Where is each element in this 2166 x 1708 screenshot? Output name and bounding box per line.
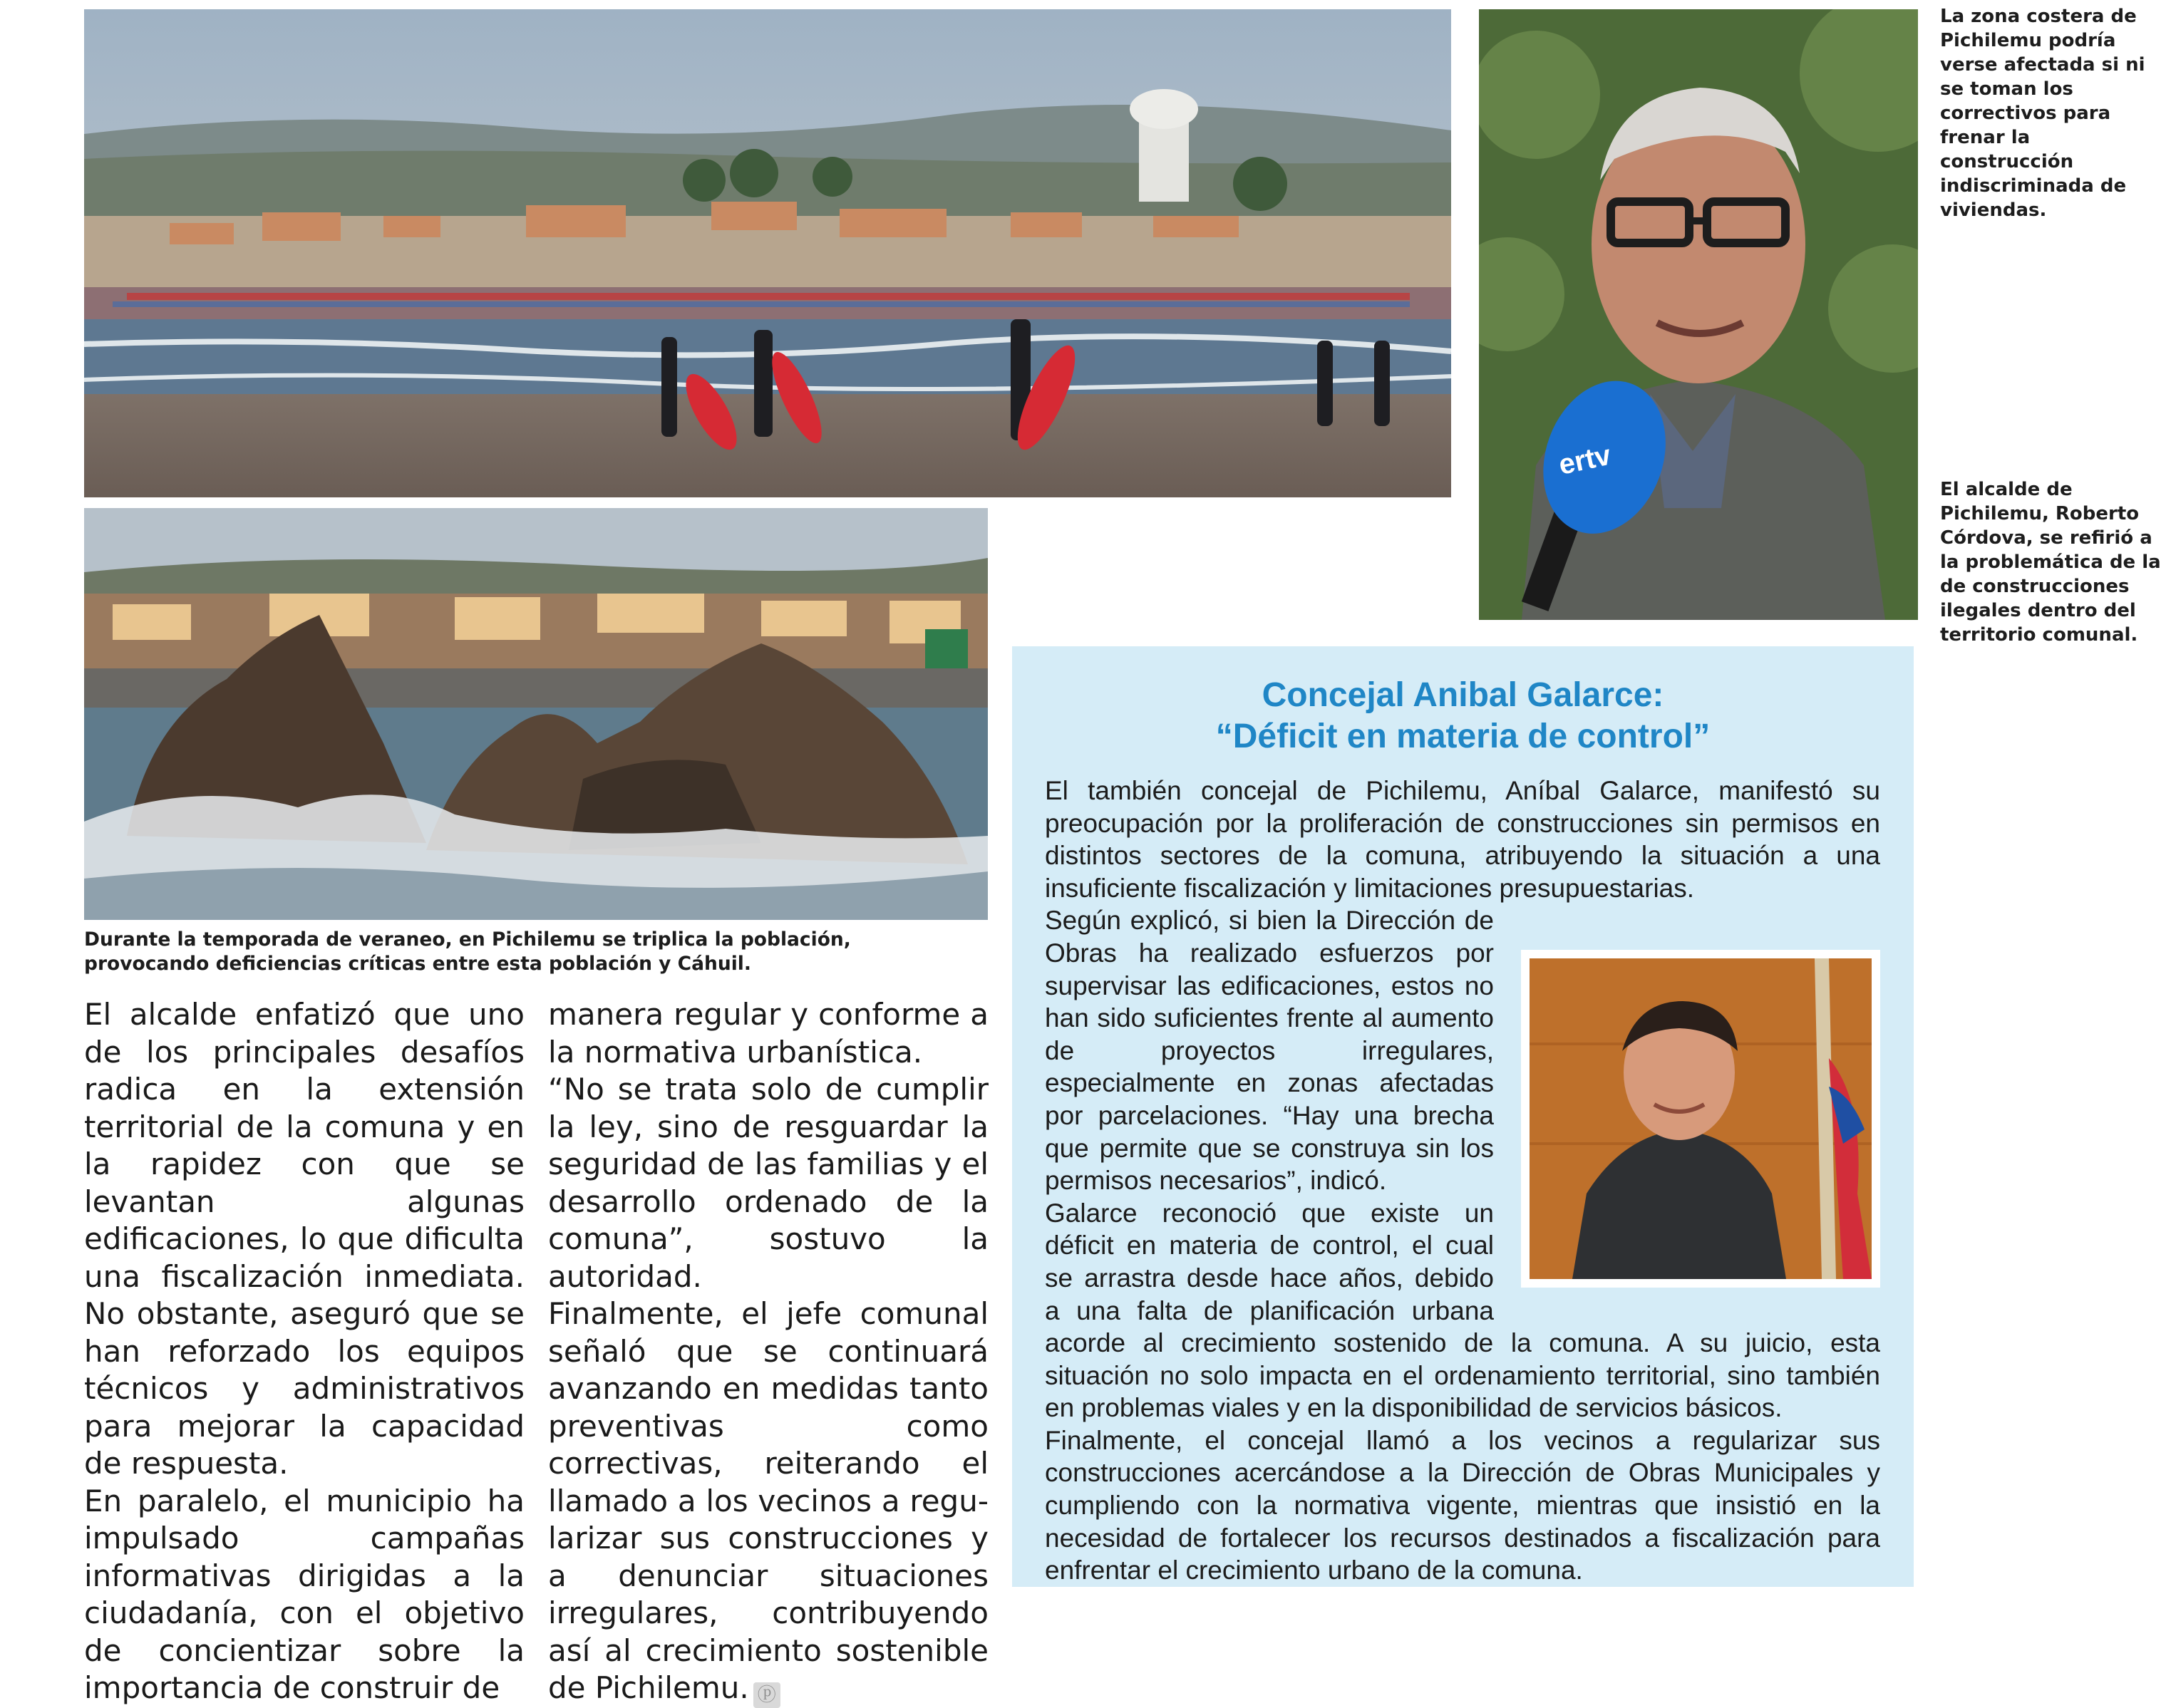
sidebar-title-line1: Concejal Anibal Galarce: (1262, 676, 1664, 714)
beach-surfers-photo (84, 9, 1451, 497)
councilman-portrait-photo (1521, 950, 1880, 1288)
sidebar-body (1045, 775, 1880, 1587)
article-column-2 (548, 996, 989, 1708)
mayor-interview-photo (1479, 9, 1918, 620)
article-paragraph: En paralelo, el municipio ha impulsado campañas informativas dirigidas a la ciudadanía, con el objetivo de concientizar sobre la importancia de construir de (84, 1483, 525, 1705)
sidebar-paragraph: El también concejal de Pichilemu, Aníbal Galarce, manifestó su preocupación por la proliferación de construcciones sin permisos en distintos sectores de la comuna, atribuyendo la situación a una insuficiente fiscalización y limitaciones presupuestarias. (1045, 776, 1880, 903)
councilman-sidebar-box (1012, 646, 1914, 1587)
mic-logo-text: ertv (1556, 439, 1614, 481)
mayor-caption: El alcalde de Pichilemu, Roberto Córdova, se refirió a la problemática de la de construcciones ilegales dentro del territorio comunal. (1940, 479, 2161, 646)
article-paragraph: “No se trata solo de cumplir la ley, sino de resguardar la seguridad de las familias y el desarrollo ordenado de la comuna”, sostuvo la autoridad. (548, 1072, 989, 1294)
sidebar-paragraph: Finalmente, el concejal llamó a los vecinos a regularizar sus construcciones acercándose a la Dirección de Obras Municipales y cumpliendo con la normativa vigente, mientras que insistió en la necesidad de fortalecer los recursos destinados a fiscalización para enfrentar el crecimiento urbano de la comuna. (1045, 1425, 1880, 1585)
sidebar-paragraph: Galarce reconoció que existe un déficit en materia de control, el cual se arrastra desde hace años, debido a una falta de planificación urbana acorde al crecimiento sostenido de la comuna. A su juicio, esta situación no solo impacta en el ordenamiento territorial, sino también en problemas viales y en la disponibilidad de servicios básicos. (1045, 1198, 1880, 1423)
rocks-caption-line1: Durante la temporada de veraneo, en Pichilemu se triplica la población, (84, 928, 851, 951)
end-mark-icon: ⓟ (753, 1682, 780, 1708)
article-column-1 (84, 996, 525, 1707)
article-paragraph-text: Finalmente, el jefe comunal señaló que se continuará avanzando en medidas tanto preventivas como correctivas, reiterando el llamado a los vecinos a regularizar sus construcciones y a denunciar situaciones irregulares, contribuyendo así al crecimiento sostenible de Pichilemu. (548, 1296, 989, 1705)
article-paragraph: El alcalde enfatizó que uno de los principales desafíos radica en la extensión territorial de la comuna y en la rapidez con que se levantan algunas edificaciones, lo que dificulta una fiscalización inmediata. No obstante, aseguró que se han reforzado los equipos técnicos y administrativos para mejorar la capacidad de respuesta. (84, 997, 525, 1481)
sidebar-title-line2: “Déficit en materia de control” (1215, 718, 1711, 755)
rocks-waves-photo (84, 508, 988, 920)
rocks-caption-line2: provocando deficiencias críticas entre esta población y Cáhuil. (84, 953, 751, 975)
article-paragraph: manera regular y conforme a la normativa urbanística. (548, 997, 989, 1070)
sidebar-paragraph: Según explicó, si bien la Dirección de Obras ha realizado esfuerzos por supervisar las edificaciones, estos no han sido suficientes frente al aumento de proyectos irregulares, especialmente en zonas afectadas por parcelaciones. “Hay una brecha que permite que se construya sin los permisos necesarios”, indicó. (1045, 906, 1494, 1196)
coast-caption: La zona costera de Pichilemu podría verse afectada si ni se toman los correctivos para frenar la construcción indiscriminada de viviendas. (1940, 6, 2145, 221)
article-paragraph (548, 1295, 989, 1708)
